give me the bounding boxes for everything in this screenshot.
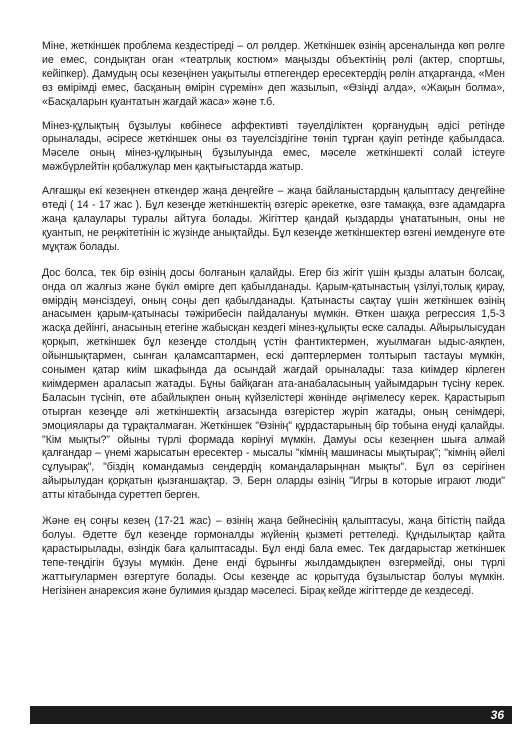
text-column <box>42 40 505 611</box>
footer-bar <box>30 706 512 724</box>
paragraph-roles: Міне, жеткіншек проблема кездестіреді – ол рөлдер. Жеткіншек өзінің арсеналында көп рөлге ие емес, сондықтан оған «театрлық костюм» маңызды объектінің рөлі (актер, спортшы, кейіпкер). Дамудың осы кезеңінен уақытылы өтпегендер ересектердің рөлін атқарғанда, «Мен өз өмірімді емес, басқаның өмірін сүремін» деп жазылып, «Өзіңді алда», «Жақын болма», «Басқаларын қуантатын жағдай жаса» және т.б. <box>42 40 505 108</box>
paragraph-final-stage: Және ең соңғы кезең (17-21 жас) – өзінің жаңа бейнесінің қалыптасуы, жаңа бітістің пайда болуы. Әдетте бұл кезеңде гормоналды жүйенің қызметі реттеледі. Құндылықтар қайта қарастырылады, өзіндік баға қалыптасады. Бұл енді бала емес. Тек дағдарыстар жеткіншек тепе-теңдігін бұзуы мүмкін. Дене енді бұрынғы жылдамдықпен өзгермейді, оны түрлі жаттығулармен өзгертуге болады. Осы кезеңде ас қорытуда бұзылыстар болуы мүмкін. Негізінен анарексия және булимия қыздар мәселесі. Бірақ кейде жігіттерде де кездеседі. <box>42 515 505 597</box>
paragraph-new-relationships: Алғашқы екі кезеңнен өткендер жаңа деңгейге – жаңа байланыстардың қалыптасу деңгейіне өтеді ( 14 - 17 жас ). Бұл кезеңде жеткіншектің өзгеріс әрекетке, өзге тамаққа, өзге адамдарға жаңа қалаулары туралы айтуға болады. Жігіттер қандай қыздарды ұнататынын, оны не қуантып, не реңжітетінін іс жүзінде анықтайды. Бұл кезеңде жеткіншектер өзгені иемденуге өте мұқтаж болады. <box>42 185 505 253</box>
page-number: 36 <box>490 708 504 722</box>
paragraph-friendship-regression: Дос болса, тек бір өзінің досы болғанын қалайды. Егер біз жігіт үшін қызды алатын болсақ, онда ол жалғыз және бүкіл өмірге деп қабылданады. Қарым-қатынастың үзілуі,толық қирау, өмірдің мәнсіздеуі, оның соңы деп қабылданады. Қатынасты сақтау үшін жеткіншек өзінің анасымен қарым-қатынасы тәжірибесін пайдалануы мүмкін. Өткен шаққа регрессия 1,5-3 жасқа дейінгі, анасының етегіне жабысқан кездегі мінез-құлықты еске салады. Айырылысудан қорқып, жеткіншек бұл кезеңде столдың үстін фантиктермен, жуылмаған ыдыс-аяқпен, ойыншықтармен, сынған қаламсаптармен, ескі дәптерлермен толтырып тастауы мүмкін, сонымен қатар киім шкафында да осындай жағдай орыналады: таза киімдер кірлеген киімдермен араласып жатады. Бұны байқаған ата-анабаласының уайымдарын түсіну керек. Баласын түсініп, өте абайлықпен оның күйзелістері жөнінде әңгімелесу керек. Қарастырып отырған кезеңде әлі жеткіншектің ағзасында өзгерістер жүріп жатады, оның сенімдері, эмоциялары да тұрақталмаған. Жеткіншек "Өзінің" құрдастарының бір тобына енуді қалайды. "Кім мықты?" ойыны түрлі формада көрінуі мүмкін. Дамуы осы кезеңнен шыға алмай қалғандар – үнемі жарысатын ересектер - мысалы "кімнің машинасы мықтырақ"; "кімнің әйелі сұлуырақ", "біздің командамыз сендердің командаларыңнан мықты". Бұл өз серігінен айырылудан қорқатын қызғаншақтар. Э. Берн оларды өзінің "Игры в которые играют люди" атты кітабында суреттеп берген. <box>42 266 505 502</box>
paragraph-behavior-disorders: Мінез-құлықтың бұзылуы көбінесе аффективті тәуелділіктен қорғанудың әдісі ретінде орыналады, әсіресе жеткіншек оны өз тәуелсіздігіне төніп тұрған қауіп ретінде қабылдаса. Мәселе оның мінез-құлқының бұзылуында емес, мәселе жеткіншекті солай істеуге мәжбүрлейтін қобалжулар мен қақтығыстарда жатыр. <box>42 119 505 174</box>
